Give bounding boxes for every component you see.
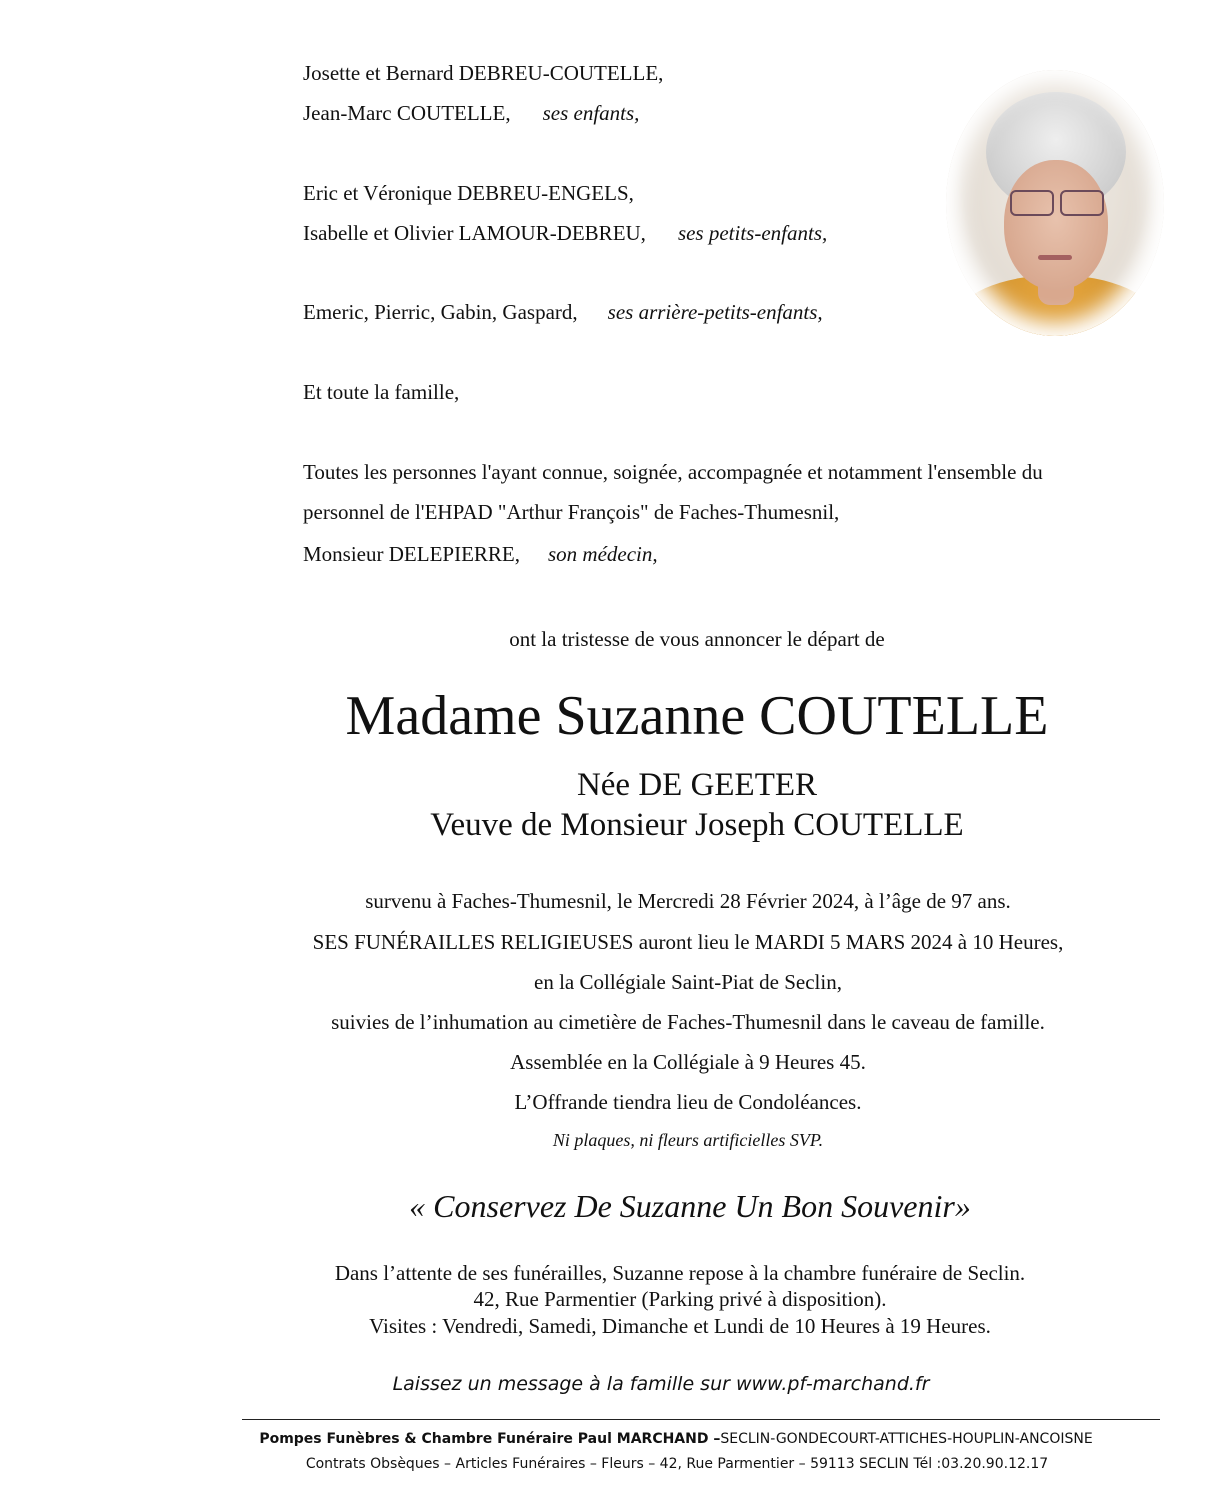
deceased-photo bbox=[946, 70, 1164, 336]
photo-fade bbox=[946, 70, 1164, 336]
footer-company bbox=[0, 1429, 1214, 1449]
funeral-location: en la Collégiale Saint-Piat de Seclin, bbox=[534, 970, 842, 994]
footer-divider bbox=[242, 1419, 1160, 1420]
family-role: son médecin, bbox=[547, 542, 658, 566]
family-name: Eric et Véronique DEBREU-ENGELS, bbox=[303, 181, 634, 205]
burial-details: suivies de l’inhumation au cimetière de Faches-Thumesnil dans le caveau de famille. bbox=[331, 1010, 1045, 1034]
widow-of: Veuve de Monsieur Joseph COUTELLE bbox=[430, 807, 964, 843]
family-line-great-grandchildren bbox=[303, 299, 823, 325]
family-role: ses petits-enfants, bbox=[677, 221, 828, 245]
family-line-grandchildren-1 bbox=[303, 180, 634, 206]
family-role: ses arrière-petits-enfants, bbox=[607, 300, 823, 324]
no-plaques-note: Ni plaques, ni fleurs artificielles SVP. bbox=[552, 1130, 824, 1150]
family-name: Emeric, Pierric, Gabin, Gaspard, bbox=[303, 300, 578, 324]
maiden-name: Née DE GEETER bbox=[576, 767, 818, 803]
footer-contact: Contrats Obsèques – Articles Funéraires – Fleurs – 42, Rue Parmentier – 59113 SECLIN Tél :03.20.90.12.17 bbox=[305, 1456, 1049, 1472]
footer-company-name: Pompes Funèbres & Chambre Funéraire Paul MARCHAND – bbox=[259, 1431, 721, 1447]
family-text: personnel de l'EHPAD "Arthur François" de Faches-Thumesnil, bbox=[303, 500, 840, 524]
family-name: Monsieur DELEPIERRE, bbox=[303, 542, 520, 566]
family-name: Jean-Marc COUTELLE, bbox=[303, 101, 511, 125]
visiting-hours: Visites : Vendredi, Samedi, Dimanche et Lundi de 10 Heures à 19 Heures. bbox=[369, 1314, 991, 1338]
family-line-doctor bbox=[303, 541, 658, 567]
family-text: Et toute la famille, bbox=[303, 380, 460, 404]
family-line-grandchildren-2 bbox=[303, 220, 827, 246]
repose-address: 42, Rue Parmentier (Parking privé à disposition). bbox=[473, 1287, 887, 1311]
family-line-all bbox=[303, 379, 459, 405]
funeral-details: SES FUNÉRAILLES RELIGIEUSES auront lieu le MARDI 5 MARS 2024 à 10 Heures, bbox=[312, 930, 1064, 954]
family-text: Toutes les personnes l'ayant connue, soignée, accompagnée et notamment l'ensemble du bbox=[303, 460, 1043, 484]
death-details: survenu à Faches-Thumesnil, le Mercredi 28 Février 2024, à l’âge de 97 ans. bbox=[365, 889, 1011, 913]
memorial-quote: « Conservez De Suzanne Un Bon Souvenir» bbox=[409, 1188, 971, 1224]
deceased-name: Madame Suzanne COUTELLE bbox=[345, 685, 1049, 747]
family-line-children-2 bbox=[303, 100, 639, 126]
family-line-children-1 bbox=[303, 60, 663, 86]
family-name: Josette et Bernard DEBREU-COUTELLE, bbox=[303, 61, 664, 85]
family-name: Isabelle et Olivier LAMOUR-DEBREU, bbox=[303, 221, 646, 245]
footer-company-locations: SECLIN-GONDECOURT-ATTICHES-HOUPLIN-ANCOISNE bbox=[720, 1431, 1093, 1447]
family-role: ses enfants, bbox=[542, 101, 640, 125]
assembly-time: Assemblée en la Collégiale à 9 Heures 45. bbox=[510, 1050, 866, 1074]
announcement-intro: ont la tristesse de vous annoncer le départ de bbox=[509, 627, 885, 651]
website-message: Laissez un message à la famille sur www.pf-marchand.fr bbox=[392, 1373, 930, 1395]
family-line-staff-2 bbox=[303, 499, 839, 525]
offering-note: L’Offrande tiendra lieu de Condoléances. bbox=[514, 1090, 862, 1114]
repose-location: Dans l’attente de ses funérailles, Suzanne repose à la chambre funéraire de Seclin. bbox=[334, 1261, 1026, 1285]
family-line-staff-1 bbox=[303, 459, 1043, 485]
